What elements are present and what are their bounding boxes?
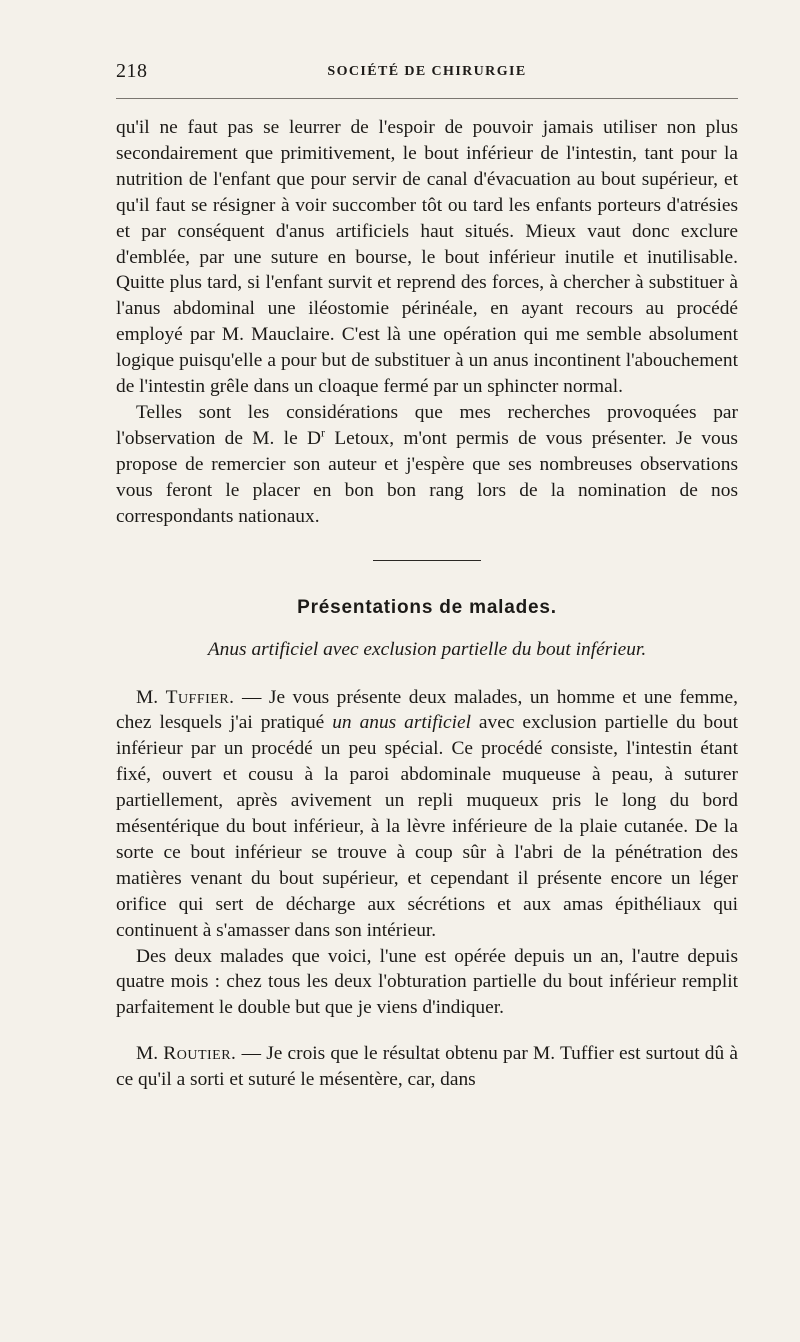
journal-title: SOCIÉTÉ DE CHIRURGIE [327,64,527,79]
tuffier-text-italic: un anus artificiel [332,712,471,734]
paragraph-conclusion-part-b: Letoux, m'ont permis de vous présenter. Je vous propose de remercier son auteur et j'espère que ses nombreuses observations vous feront le placer en bon bon rang lors de la nomination de nos correspondants nationaux. [116,427,738,527]
speaker-name-tuffier: Tuffier. [165,686,235,708]
tuffier-text-a: — Je vous présente deux malades, un homme et une femme, chez lesquels j'ai pratiqué [116,686,739,734]
paragraph-tuffier-followup: Des deux malades que voici, l'une est opérée depuis un an, l'autre depuis quatre mois : chez tous les deux l'obturation partielle du bout inférieur remplit parfaitement le double but que je viens d'indiquer. [116,945,738,1019]
paragraph-routier [116,1041,738,1093]
paragraph-tuffier [116,685,738,944]
section-divider [373,560,481,561]
speaker-name-routier: Routier. [163,1043,237,1065]
section-heading: Présentations de malades. [297,596,557,618]
paragraph-conclusion-part-a: Telles sont les considérations que mes recherches provoquées par l'observation de M. le D [116,401,738,449]
header-rule [116,98,738,99]
page-number: 218 [116,60,148,82]
routier-text: — Je crois que le résultat obtenu par M. Tuffier est surtout dû à ce qu'il a sorti et suturé le mésentère, car, dans [116,1043,739,1091]
section-subheading: Anus artificiel avec exclusion partielle du bout inférieur. [207,638,647,660]
speaker-prefix: M. [136,1043,164,1065]
paragraph-conclusion [116,400,738,530]
tuffier-text-b: avec exclusion partielle du bout inférieur par un procédé un peu spécial. Ce procédé consiste, l'intestin étant fixé, ouvert et cousu à la paroi abdominale muqueuse à peau, à suturer partiellement, après avivement un repli muqueux pris le long du bord mésentérique du bout inférieur, à la lèvre inférieure de la plaie cutanée. De la sorte ce bout inférieur se trouve à coup sûr à l'abri de la pénétration des matières venant du bout supérieur, et cependant il présente encore un léger orifice qui sert de décharge aux sécrétions et aux amas épithéliaux qui continuent à s'amasser dans son intérieur. [116,712,738,941]
running-header [116,56,738,90]
paragraph-continuation: qu'il ne faut pas se leurrer de l'espoir de pouvoir jamais utiliser non plus secondairement que primitivement, le bout inférieur de l'intestin, tant pour la nutrition de l'enfant que pour servir de canal d'évacuation au bout supérieur, et qu'il faut se résigner à voir succomber tôt ou tard les enfants porteurs d'atrésies et par conséquent d'anus artificiels haut situés. Mieux vaut donc exclure d'emblée, par une suture en bourse, le bout inférieur inutile et inutilisable. Quitte plus tard, si l'enfant survit et reprend des forces, à chercher à substituer à l'anus abdominal une iléostomie périnéale, en ayant recours au procédé employé par M. Mauclaire. C'est là une opération qui me semble absolument logique puisqu'elle a pour but de substituer à un anus incontinent l'abouchement de l'intestin grêle dans un cloaque fermé par un sphincter normal. [116,117,738,398]
doctor-abbrev-superscript: r [321,425,325,440]
speaker-prefix: M. [136,686,166,708]
